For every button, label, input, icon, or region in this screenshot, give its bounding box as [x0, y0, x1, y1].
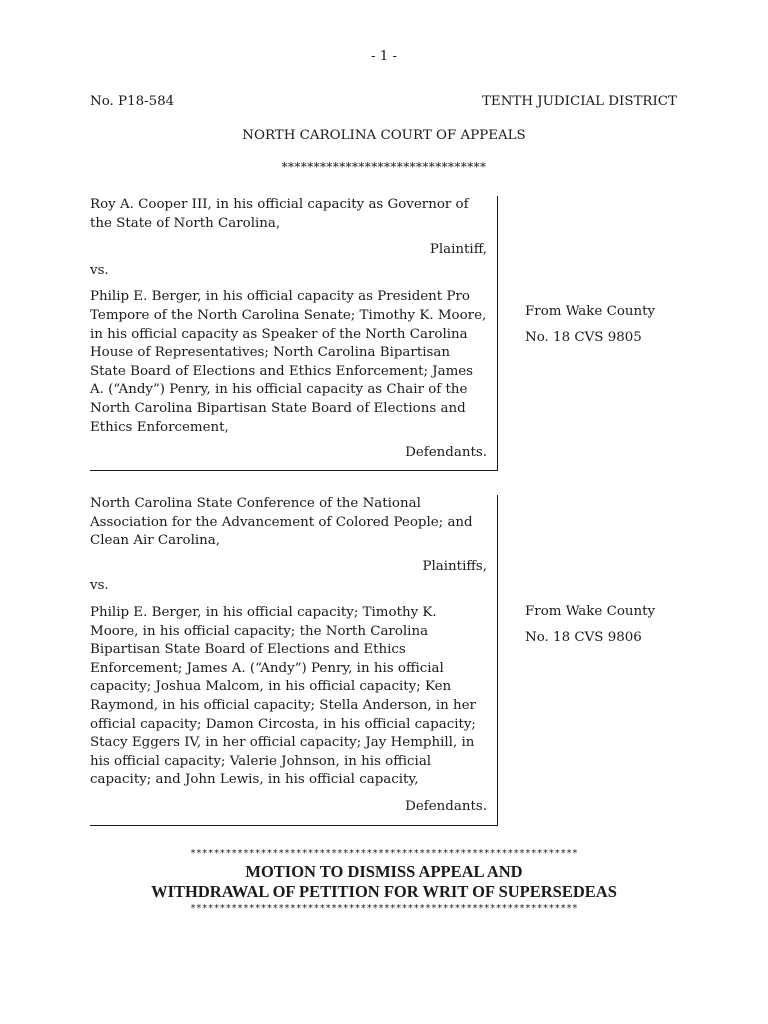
case2-origin-county: From Wake County [525, 604, 656, 619]
case2-origin-number: No. 18 CVS 9806 [525, 630, 642, 645]
case1-plaintiff-role: Plaintiff, [429, 242, 487, 258]
case2-vs: vs. [90, 578, 109, 594]
judicial-district: TENTH JUDICIAL DISTRICT [481, 94, 677, 109]
case2-plaintiff: North Carolina State Conference of the National Association for the Advancement of Colored People; and Clean Air Carolina, [90, 496, 473, 549]
case2-origin [525, 599, 655, 651]
docket-number: No. P18-584 [90, 94, 175, 109]
court-name: NORTH CAROLINA COURT OF APPEALS [242, 128, 526, 143]
case1-plaintiff: Roy A. Cooper III, in his official capacity as Governor of the State of North Carolina, [90, 197, 469, 231]
case1-defendant-role: Defendants. [405, 445, 487, 461]
separator-top: ******************************** [281, 160, 487, 174]
case1-defendants: Philip E. Berger, in his official capacity as President Pro Tempore of the North Carolina Senate; Timothy K. Moore, in his official capacity as Speaker of the North Carolina House of Representatives; North Carolina Bipartisan State Board of Elections and Ethics Enforcement; James A. (“Andy”) Penry, in his official capacity as Chair of the North Carolina Bipartisan State Board of Elections and Ethics Enforcement, [90, 289, 487, 435]
case1-vs: vs. [90, 262, 109, 278]
case2-plaintiff-role: Plaintiffs, [422, 558, 487, 574]
separator-bottom-lower: ****************************************************************** [190, 903, 578, 914]
case2-defendant-role: Defendants. [405, 798, 487, 814]
motion-title-line-1: MOTION TO DISMISS APPEAL AND [245, 862, 523, 881]
motion-title [0, 862, 768, 902]
case1-origin-county: From Wake County [525, 304, 656, 319]
motion-title-line-2: WITHDRAWAL OF PETITION FOR WRIT OF SUPERSEDEAS [151, 882, 617, 901]
separator-bottom-upper: ****************************************************************** [190, 848, 578, 859]
case1-origin-number: No. 18 CVS 9805 [525, 330, 642, 345]
case1-origin [525, 299, 655, 351]
case-caption-1 [90, 196, 498, 471]
case2-defendants: Philip E. Berger, in his official capacity; Timothy K. Moore, in his official capacity; the North Carolina Bipartisan State Board of Elections and Ethics Enforcement; James A. (“Andy”) Penry, in his official capacity; Joshua Malcom, in his official capacity; Ken Raymond, in his official capacity; Stella Anderson, in her official capacity; Damon Circosta, in his official capacity; Stacy Eggers IV, in her official capacity; Jay Hemphill, in his official capacity; Valerie Johnson, in his official capacity; and John Lewis, in his official capacity, [90, 604, 476, 788]
page-number: - 1 - [370, 49, 398, 64]
case-caption-2 [90, 495, 498, 826]
